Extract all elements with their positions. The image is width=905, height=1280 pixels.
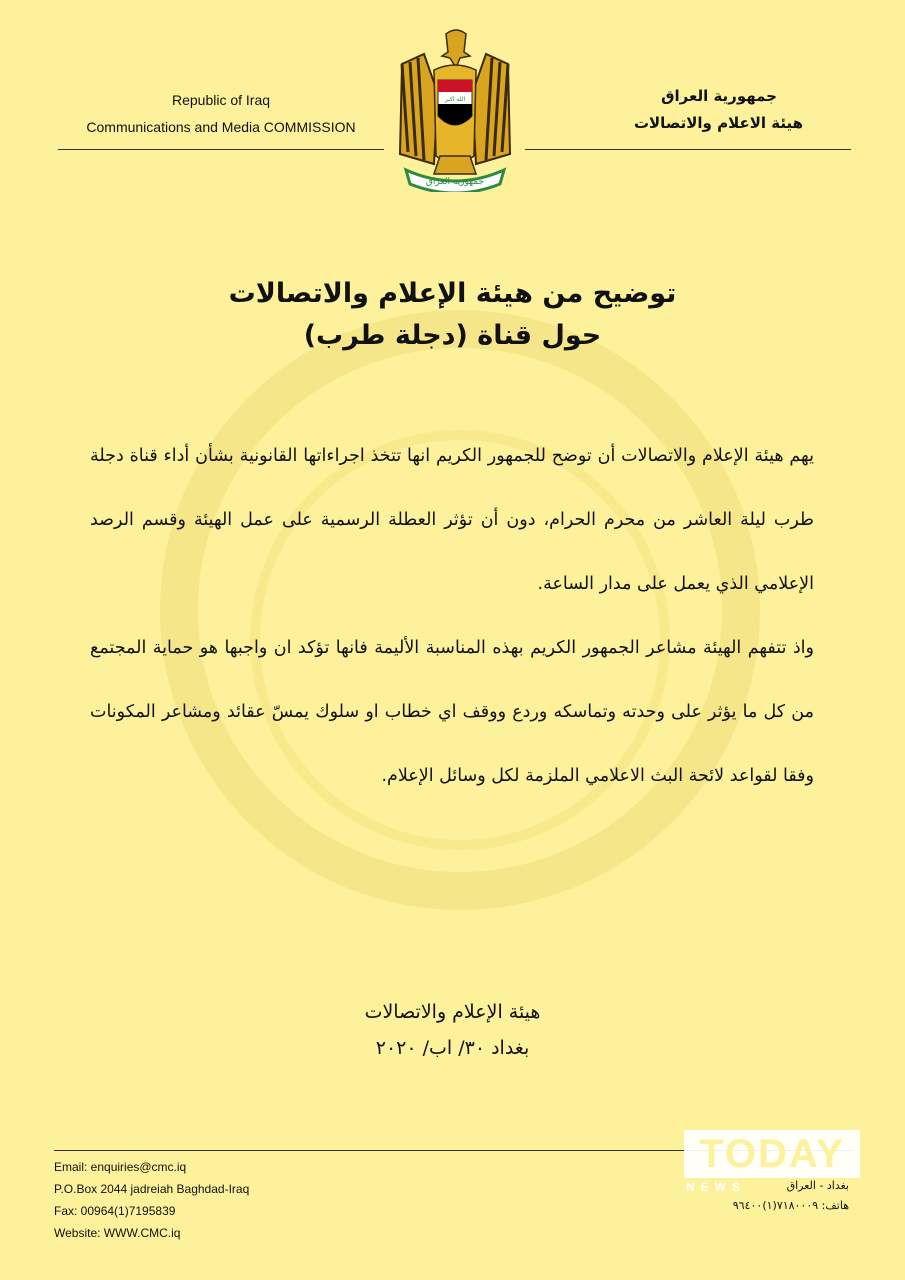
header-english bbox=[58, 88, 384, 139]
svg-text:الله اكبر: الله اكبر bbox=[444, 96, 466, 103]
header-arabic bbox=[634, 84, 803, 135]
footer-contacts bbox=[54, 1156, 249, 1244]
footer-address-ar: بغداد - العراق bbox=[786, 1179, 849, 1192]
body-paragraph-1: يهم هيئة الإعلام والاتصالات أن توضح للجمهور الكريم انها تتخذ اجراءاتها القانونية بشأن أداء قناة دجلة طرب ليلة العاشر من محرم الحرام، دون أن تؤثر العطلة الرسمية على عمل الهيئة وقسم الرصد الإعلامي الذي يعمل على مدار الساعة. bbox=[90, 446, 814, 594]
letter-title: توضيح من هيئة الإعلام والاتصالات bbox=[228, 278, 677, 309]
iraq-eagle-emblem-icon bbox=[394, 24, 516, 192]
footer-email: Email: enquiries@cmc.iq bbox=[54, 1160, 187, 1174]
signature-date: بغداد ٣٠/ اب/ ٢٠٢٠ bbox=[375, 1037, 530, 1059]
letter-body bbox=[90, 424, 814, 808]
today-news-logo bbox=[680, 1126, 862, 1194]
svg-text:جمهورية العراق: جمهورية العراق bbox=[425, 177, 485, 187]
country-name-ar: جمهورية العراق bbox=[661, 87, 777, 105]
commission-name-en: Communications and Media COMMISSION bbox=[86, 119, 356, 135]
header-rule-left bbox=[58, 149, 384, 150]
footer-phone-ar: هاتف: ٧١٨٠٠٠٩(١)٩٦٤٠٠ bbox=[732, 1199, 849, 1212]
today-logo-sub: NEWS bbox=[686, 1180, 746, 1194]
commission-name-ar: هيئة الاعلام والاتصالات bbox=[633, 114, 803, 132]
header-rule-right bbox=[525, 149, 851, 150]
footer-pobox: P.O.Box 2044 jadreiah Baghdad-Iraq bbox=[54, 1182, 250, 1196]
letter-subtitle: حول قناة (دجلة طرب) bbox=[303, 320, 602, 351]
footer-fax: Fax: 00964(1)7195839 bbox=[54, 1204, 176, 1218]
body-paragraph-2: واذ تتفهم الهيئة مشاعر الجمهور الكريم بهذه المناسبة الأليمة فانها تؤكد ان واجبها هو حماية المجتمع من كل ما يؤثر على وحدته وتماسكه وردع ووقف اي خطاب او سلوك يمسّ عقائد ومشاعر المكونات وفقا لقواعد لائحة البث الاعلامي الملزمة لكل وسائل الإعلام. bbox=[90, 638, 814, 786]
country-name-en: Republic of Iraq bbox=[171, 92, 271, 108]
signature-organization: هيئة الإعلام والاتصالات bbox=[364, 1001, 541, 1023]
today-logo-word: TODAY bbox=[699, 1132, 845, 1176]
footer-website: Website: WWW.CMC.iq bbox=[54, 1226, 181, 1240]
